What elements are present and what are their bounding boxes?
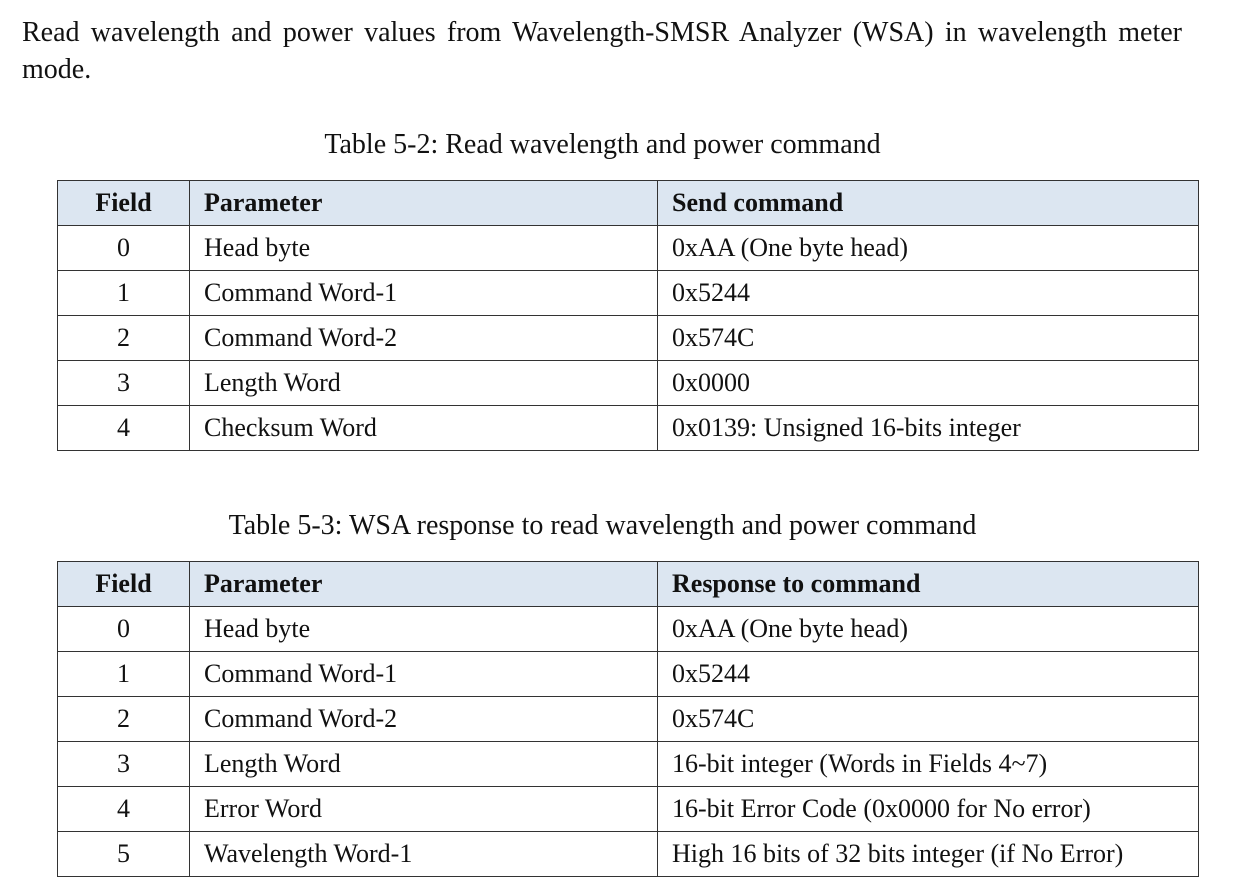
field-cell: 2 xyxy=(58,316,190,361)
table-row xyxy=(58,652,1199,697)
table-row xyxy=(58,361,1199,406)
table-row xyxy=(58,742,1199,787)
table-5-3-caption: Table 5-3: WSA response to read wavelength and power command xyxy=(228,510,977,541)
value-cell: 0x0139: Unsigned 16-bits integer xyxy=(658,406,1199,451)
field-cell: 0 xyxy=(58,607,190,652)
column-header-field: Field xyxy=(58,181,190,226)
parameter-cell: Length Word xyxy=(190,361,658,406)
value-cell: 0x5244 xyxy=(658,652,1199,697)
field-cell: 3 xyxy=(58,742,190,787)
table-row xyxy=(58,316,1199,361)
parameter-cell: Command Word-2 xyxy=(190,697,658,742)
field-cell: 5 xyxy=(58,832,190,877)
intro-paragraph: Read wavelength and power values from Wavelength-SMSR Analyzer (WSA) in wavelength meter mode. xyxy=(22,17,1182,85)
send-command-table xyxy=(57,180,1199,451)
table-row xyxy=(58,406,1199,451)
field-cell: 4 xyxy=(58,406,190,451)
column-header-send-command: Send command xyxy=(658,181,1199,226)
table-row xyxy=(58,271,1199,316)
field-cell: 4 xyxy=(58,787,190,832)
parameter-cell: Error Word xyxy=(190,787,658,832)
value-cell: 0xAA (One byte head) xyxy=(658,607,1199,652)
field-cell: 3 xyxy=(58,361,190,406)
value-cell: 0x574C xyxy=(658,316,1199,361)
value-cell: 16-bit integer (Words in Fields 4~7) xyxy=(658,742,1199,787)
parameter-cell: Wavelength Word-1 xyxy=(190,832,658,877)
table-5-2-caption: Table 5-2: Read wavelength and power command xyxy=(324,129,881,160)
value-cell: 0x574C xyxy=(658,697,1199,742)
table-row xyxy=(58,697,1199,742)
value-cell: 0x0000 xyxy=(658,361,1199,406)
response-table xyxy=(57,561,1199,877)
parameter-cell: Command Word-1 xyxy=(190,652,658,697)
parameter-cell: Head byte xyxy=(190,607,658,652)
parameter-cell: Length Word xyxy=(190,742,658,787)
table-header-row xyxy=(58,562,1199,607)
value-cell: 16-bit Error Code (0x0000 for No error) xyxy=(658,787,1199,832)
column-header-parameter: Parameter xyxy=(190,562,658,607)
table-row xyxy=(58,607,1199,652)
value-cell: 0xAA (One byte head) xyxy=(658,226,1199,271)
parameter-cell: Command Word-2 xyxy=(190,316,658,361)
table-row xyxy=(58,226,1199,271)
column-header-response: Response to command xyxy=(658,562,1199,607)
field-cell: 2 xyxy=(58,697,190,742)
field-cell: 1 xyxy=(58,271,190,316)
field-cell: 0 xyxy=(58,226,190,271)
column-header-parameter: Parameter xyxy=(190,181,658,226)
table-header-row xyxy=(58,181,1199,226)
parameter-cell: Head byte xyxy=(190,226,658,271)
value-cell: High 16 bits of 32 bits integer (if No Error) xyxy=(658,832,1199,877)
value-cell: 0x5244 xyxy=(658,271,1199,316)
field-cell: 1 xyxy=(58,652,190,697)
parameter-cell: Checksum Word xyxy=(190,406,658,451)
column-header-field: Field xyxy=(58,562,190,607)
table-row xyxy=(58,832,1199,877)
parameter-cell: Command Word-1 xyxy=(190,271,658,316)
table-row xyxy=(58,787,1199,832)
